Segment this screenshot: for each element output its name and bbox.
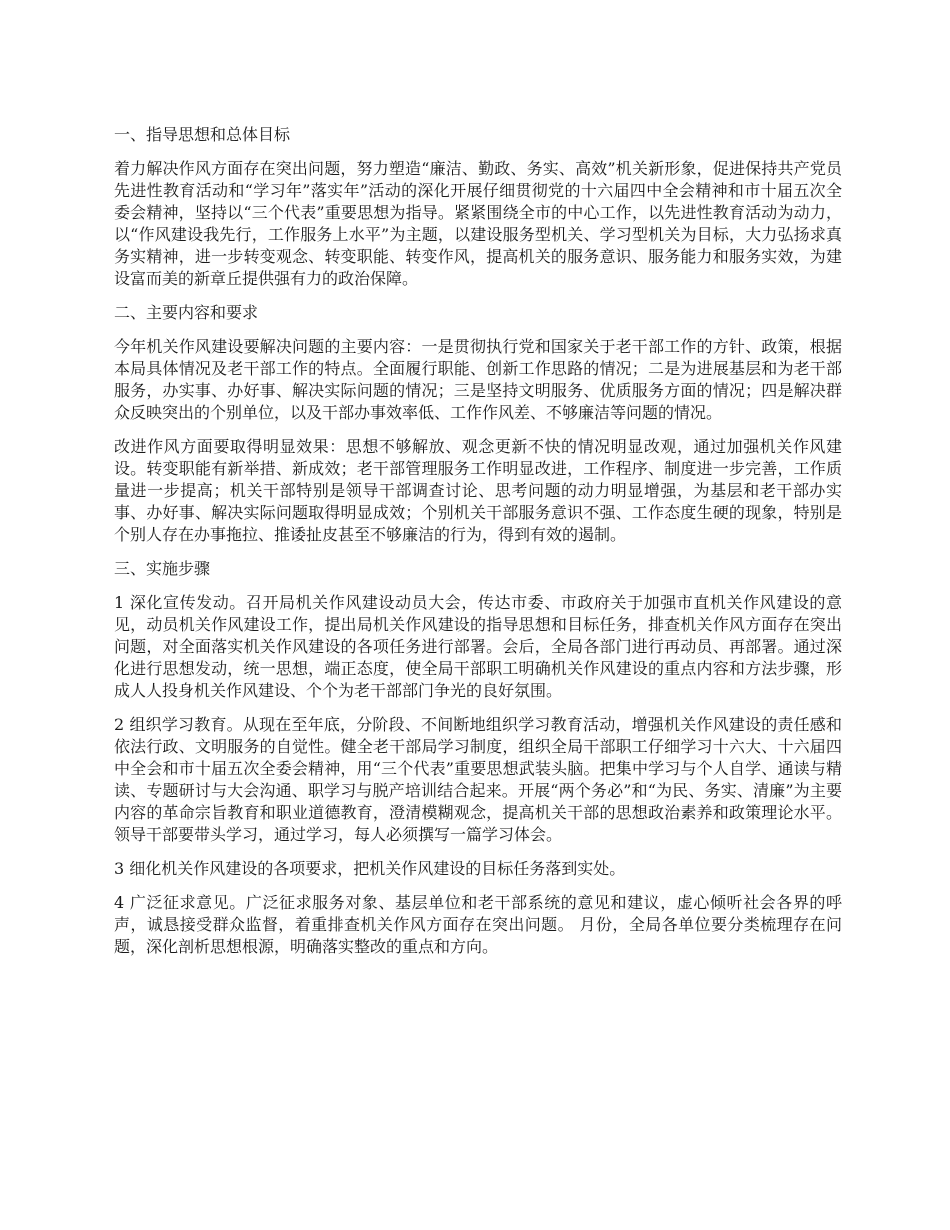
section-heading-implementation-steps: 三、实施步骤	[114, 559, 211, 578]
paragraph: 改进作风方面要取得明显效果：思想不够解放、观念更新不快的情况明显改观，通过加强机关作风建设。转变职能有新举措、新成效；老干部管理服务工作明显改进，工作程序、制度进一步完善，工作质量进一步提高；机关干部特别是领导干部调查讨论、思考问题的动力明显增强，为基层和老干部办实事、办好事、解决实际问题取得明显成效；个别机关干部服务意识不强、工作态度生硬的现象，特别是个别人存在办事拖拉、推诿扯皮甚至不够廉洁的行为，得到有效的遏制。	[114, 437, 842, 544]
paragraph: 2 组织学习教育。从现在至年底，分阶段、不间断地组织学习教育活动，增强机关作风建设的责任感和依法行政、文明服务的自觉性。健全老干部局学习制度，组织全局干部职工仔细学习十六大、十六届四中全会和市十届五次全委会精神，用“三个代表”重要思想武装头脑。把集中学习与个人自学、通读与精读、专题研讨与大会沟通、职学习与脱产培训结合起来。开展“两个务必”和“为民、务实、清廉”为主要内容的革命宗旨教育和职业道德教育，澄清模糊观念，提高机关干部的思想政治素养和政策理论水平。领导干部要带头学习，通过学习，每人必须撰写一篇学习体会。	[114, 715, 842, 844]
paragraph: 今年机关作风建设要解决问题的主要内容：一是贯彻执行党和国家关于老干部工作的方针、政策，根据本局具体情况及老干部工作的特点。全面履行职能、创新工作思路的情况；二是为进展基层和为老干部服务，办实事、办好事、解决实际问题的情况；三是坚持文明服务、优质服务方面的情况；四是解决群众反映突出的个别单位，以及干部办事效率低、工作作风差、不够廉洁等问题的情况。	[114, 337, 842, 422]
paragraph: 4 广泛征求意见。广泛征求服务对象、基层单位和老干部系统的意见和建议，虚心倾听社会各界的呼声，诚恳接受群众监督，着重排查机关作风方面存在突出问题。 月份，全局各单位要分类梳理存在问题，深化剖析思想根源，明确落实整改的重点和方向。	[114, 893, 842, 956]
paragraph: 1 深化宣传发动。召开局机关作风建设动员大会，传达市委、市政府关于加强市直机关作风建设的意见，动员机关作风建设工作，提出局机关作风建设的指导思想和目标任务，排查机关作风方面存在突出问题，对全面落实机关作风建设的各项任务进行部署。会后，全局各部门进行再动员、再部署。通过深化进行思想发动，统一思想，端正态度，使全局干部职工明确机关作风建设的重点内容和方法步骤，形成人人投身机关作风建设、个个为老干部部门争光的良好氛围。	[114, 593, 842, 700]
paragraph: 着力解决作风方面存在突出问题，努力塑造“廉洁、勤政、务实、高效”机关新形象，促进保持共产党员先进性教育活动和“学习年”落实年”活动的深化开展仔细贯彻党的十六届四中全会精神和市十届五次全委会精神，坚持以“三个代表”重要思想为指导。紧紧围绕全市的中心工作，以先进性教育活动为动力，以“作风建设我先行，工作服务上水平”为主题，以建设服务型机关、学习型机关为目标，大力弘扬求真务实精神，进一步转变观念、转变职能、转变作风，提高机关的服务意识、服务能力和服务实效，为建设富而美的新章丘提供强有力的政治保障。	[114, 159, 842, 288]
document-page	[114, 124, 842, 970]
section-heading-main-content: 二、主要内容和要求	[114, 303, 259, 322]
paragraph: 3 细化机关作风建设的各项要求，把机关作风建设的目标任务落到实处。	[114, 859, 626, 878]
section-heading-guiding-thought: 一、指导思想和总体目标	[114, 125, 291, 144]
